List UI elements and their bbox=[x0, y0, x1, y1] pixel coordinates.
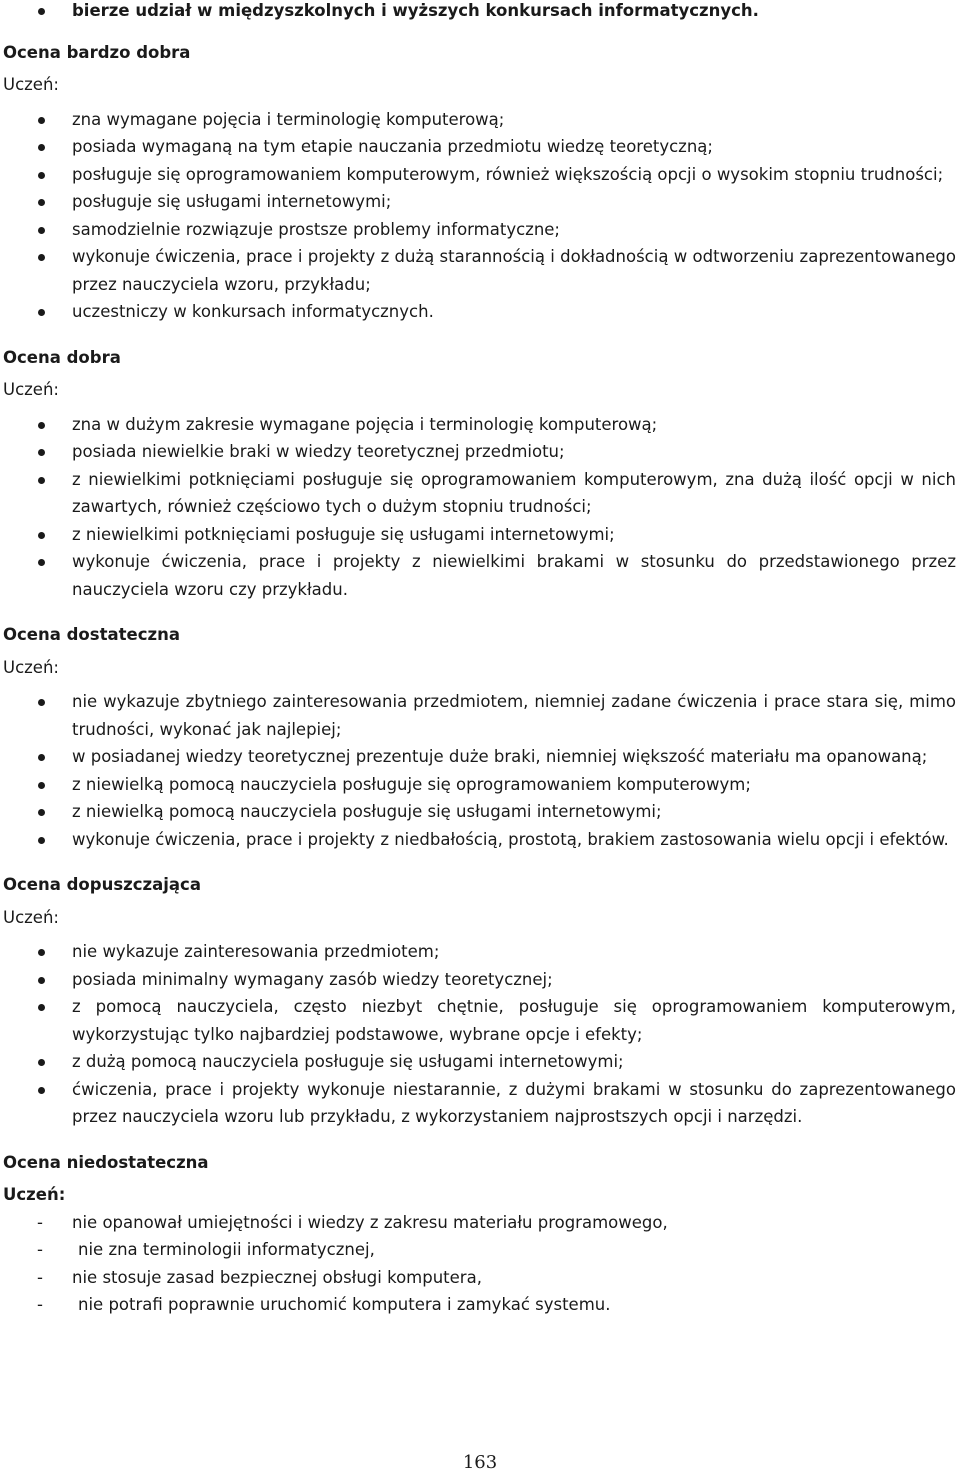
section-dopuszczajaca bbox=[0, 871, 960, 1131]
bullet-icon bbox=[38, 699, 45, 706]
list-item bbox=[0, 771, 960, 799]
dash-marker: - bbox=[37, 1212, 43, 1232]
list-item bbox=[0, 216, 960, 244]
list-item bbox=[0, 411, 960, 439]
list-item-text: nie wykazuje zainteresowania przedmiotem; bbox=[72, 942, 440, 961]
list-item bbox=[0, 1291, 960, 1319]
list-item-text: z niewielkimi potknięciami posługuje się usługami internetowymi; bbox=[72, 524, 615, 544]
list-item-text: nie stosuje zasad bezpiecznej obsługi komputera, bbox=[72, 1267, 482, 1287]
bullet-icon bbox=[38, 809, 45, 816]
list-item-text: z pomocą nauczyciela, często niezbyt chętnie, posługuje się oprogramowaniem komputerowym, wykorzystując tylko najbardziej podstawowe, wybrane opcje i efekty; bbox=[72, 997, 956, 1044]
list-item-text: wykonuje ćwiczenia, prace i projekty z niedbałością, prostotą, brakiem zastosowania wielu opcji i efektów. bbox=[72, 829, 949, 849]
bullet-icon bbox=[38, 949, 45, 956]
bullet-icon bbox=[38, 477, 45, 484]
list-item bbox=[0, 966, 960, 994]
list-item bbox=[0, 826, 960, 854]
section-heading: Ocena dopuszczająca bbox=[3, 875, 201, 894]
list-item bbox=[0, 106, 960, 134]
list-item-text: bierze udział w międzyszkolnych i wyższych konkursach informatycznych. bbox=[72, 1, 759, 20]
list-item bbox=[0, 243, 960, 298]
list-item-text: posługuje się usługami internetowymi; bbox=[72, 192, 392, 211]
criteria-list bbox=[0, 106, 960, 326]
list-item-text: posiada niewielkie braki w wiedzy teoretycznej przedmiotu; bbox=[72, 442, 565, 461]
list-item bbox=[0, 798, 960, 826]
bullet-icon bbox=[38, 422, 45, 429]
list-item-text: wykonuje ćwiczenia, prace i projekty z niewielkimi brakami w stosunku do przedstawionego przez nauczyciela wzoru czy przykładu. bbox=[72, 552, 956, 599]
dash-marker: - bbox=[37, 1295, 43, 1314]
section-heading: Ocena dobra bbox=[3, 347, 121, 367]
list-item-text: nie wykazuje zbytniego zainteresowania przedmiotem, niemniej zadane ćwiczenia i prace stara się, mimo trudności, wykonać jak najlepiej; bbox=[72, 692, 956, 739]
section-heading: Ocena dostateczna bbox=[3, 625, 180, 644]
bullet-icon bbox=[38, 754, 45, 761]
dash-marker: - bbox=[37, 1240, 43, 1259]
criteria-list bbox=[0, 1209, 960, 1319]
bullet-icon bbox=[38, 117, 45, 124]
bullet-icon bbox=[38, 532, 45, 539]
bullet-icon bbox=[38, 199, 45, 206]
bullet-icon bbox=[38, 782, 45, 789]
bullet-icon bbox=[38, 1087, 45, 1094]
subject-label: Uczeń: bbox=[3, 75, 59, 94]
list-item bbox=[0, 1236, 960, 1264]
bullet-icon bbox=[38, 254, 45, 261]
list-item-text: nie opanował umiejętności i wiedzy z zakresu materiału programowego, bbox=[72, 1212, 668, 1232]
list-item bbox=[0, 1048, 960, 1076]
bullet-icon bbox=[38, 449, 45, 456]
list-item bbox=[0, 938, 960, 966]
subject-label: Uczeń: bbox=[3, 657, 59, 677]
list-item bbox=[0, 548, 960, 603]
list-item bbox=[0, 298, 960, 326]
list-item-text: uczestniczy w konkursach informatycznych. bbox=[72, 302, 434, 321]
list-item-text: zna wymagane pojęcia i terminologię komputerową; bbox=[72, 109, 505, 129]
bullet-icon bbox=[38, 1059, 45, 1066]
bullet-icon bbox=[38, 144, 45, 151]
list-item bbox=[0, 466, 960, 521]
subject-label: Uczeń: bbox=[3, 380, 59, 399]
list-item bbox=[0, 1076, 960, 1131]
section-niedostateczna bbox=[0, 1149, 960, 1319]
section-bardzo-dobra bbox=[0, 39, 960, 326]
list-item-text: z niewielką pomocą nauczyciela posługuje się oprogramowaniem komputerowym; bbox=[72, 774, 751, 794]
subject-label: Uczeń: bbox=[3, 1185, 66, 1204]
list-item-text: w posiadanej wiedzy teoretycznej prezentuje duże braki, niemniej większość materiału ma opanowaną; bbox=[72, 747, 928, 766]
list-item bbox=[0, 521, 960, 549]
list-item bbox=[0, 1209, 960, 1237]
list-item-text: z niewielkimi potknięciami posługuje się oprogramowaniem komputerowym, zna dużą ilość opcji w nich zawartych, również częściowo tych o dużym stopniu trudności; bbox=[72, 469, 956, 516]
list-item-text: posługuje się oprogramowaniem komputerowym, również większością opcji o wysokim stopniu trudności; bbox=[72, 164, 944, 184]
list-item-text: nie potrafi poprawnie uruchomić komputera i zamykać systemu. bbox=[78, 1295, 611, 1314]
list-item bbox=[0, 688, 960, 743]
list-item-text: ćwiczenia, prace i projekty wykonuje niestarannie, z dużymi brakami w stosunku do zaprezentowanego przez nauczyciela wzoru lub przykładu, z wykorzystaniem najprostszych opcji i narzędzi. bbox=[72, 1079, 956, 1126]
top-list bbox=[0, 0, 960, 25]
section-dobra bbox=[0, 344, 960, 604]
page-number: 163 bbox=[462, 1452, 498, 1473]
subject-label: Uczeń: bbox=[3, 907, 59, 927]
list-item-text: zna w dużym zakresie wymagane pojęcia i terminologię komputerową; bbox=[72, 414, 658, 434]
bullet-icon bbox=[38, 227, 45, 234]
section-heading: Ocena bardzo dobra bbox=[3, 42, 191, 62]
bullet-icon bbox=[38, 1004, 45, 1011]
bullet-icon bbox=[38, 309, 45, 316]
criteria-list bbox=[0, 411, 960, 604]
list-item-text: samodzielnie rozwiązuje prostsze problemy informatyczne; bbox=[72, 219, 560, 239]
list-item bbox=[0, 133, 960, 161]
bullet-icon bbox=[38, 559, 45, 566]
list-item bbox=[0, 161, 960, 189]
bullet-icon bbox=[38, 8, 45, 15]
list-item-text: z dużą pomocą nauczyciela posługuje się usługami internetowymi; bbox=[72, 1052, 624, 1071]
section-dostateczna bbox=[0, 621, 960, 853]
list-item-text: z niewielką pomocą nauczyciela posługuje się usługami internetowymi; bbox=[72, 802, 662, 821]
list-item-text: nie zna terminologii informatycznej, bbox=[78, 1240, 375, 1259]
bullet-icon bbox=[38, 977, 45, 984]
bullet-icon bbox=[38, 837, 45, 844]
list-item bbox=[0, 743, 960, 771]
list-item-text: posiada wymaganą na tym etapie nauczania przedmiotu wiedzę teoretyczną; bbox=[72, 137, 713, 156]
criteria-list bbox=[0, 938, 960, 1131]
list-item bbox=[0, 993, 960, 1048]
list-item bbox=[0, 0, 960, 25]
list-item-text: wykonuje ćwiczenia, prace i projekty z dużą starannością i dokładnością w odtworzeniu zaprezentowanego przez nauczyciela wzoru, przykładu; bbox=[72, 247, 956, 294]
dash-marker: - bbox=[37, 1267, 43, 1287]
section-heading: Ocena niedostateczna bbox=[3, 1152, 209, 1172]
list-item bbox=[0, 438, 960, 466]
list-item bbox=[0, 1264, 960, 1292]
bullet-icon bbox=[38, 172, 45, 179]
criteria-list bbox=[0, 688, 960, 853]
list-item-text: posiada minimalny wymagany zasób wiedzy teoretycznej; bbox=[72, 969, 553, 989]
list-item bbox=[0, 188, 960, 216]
